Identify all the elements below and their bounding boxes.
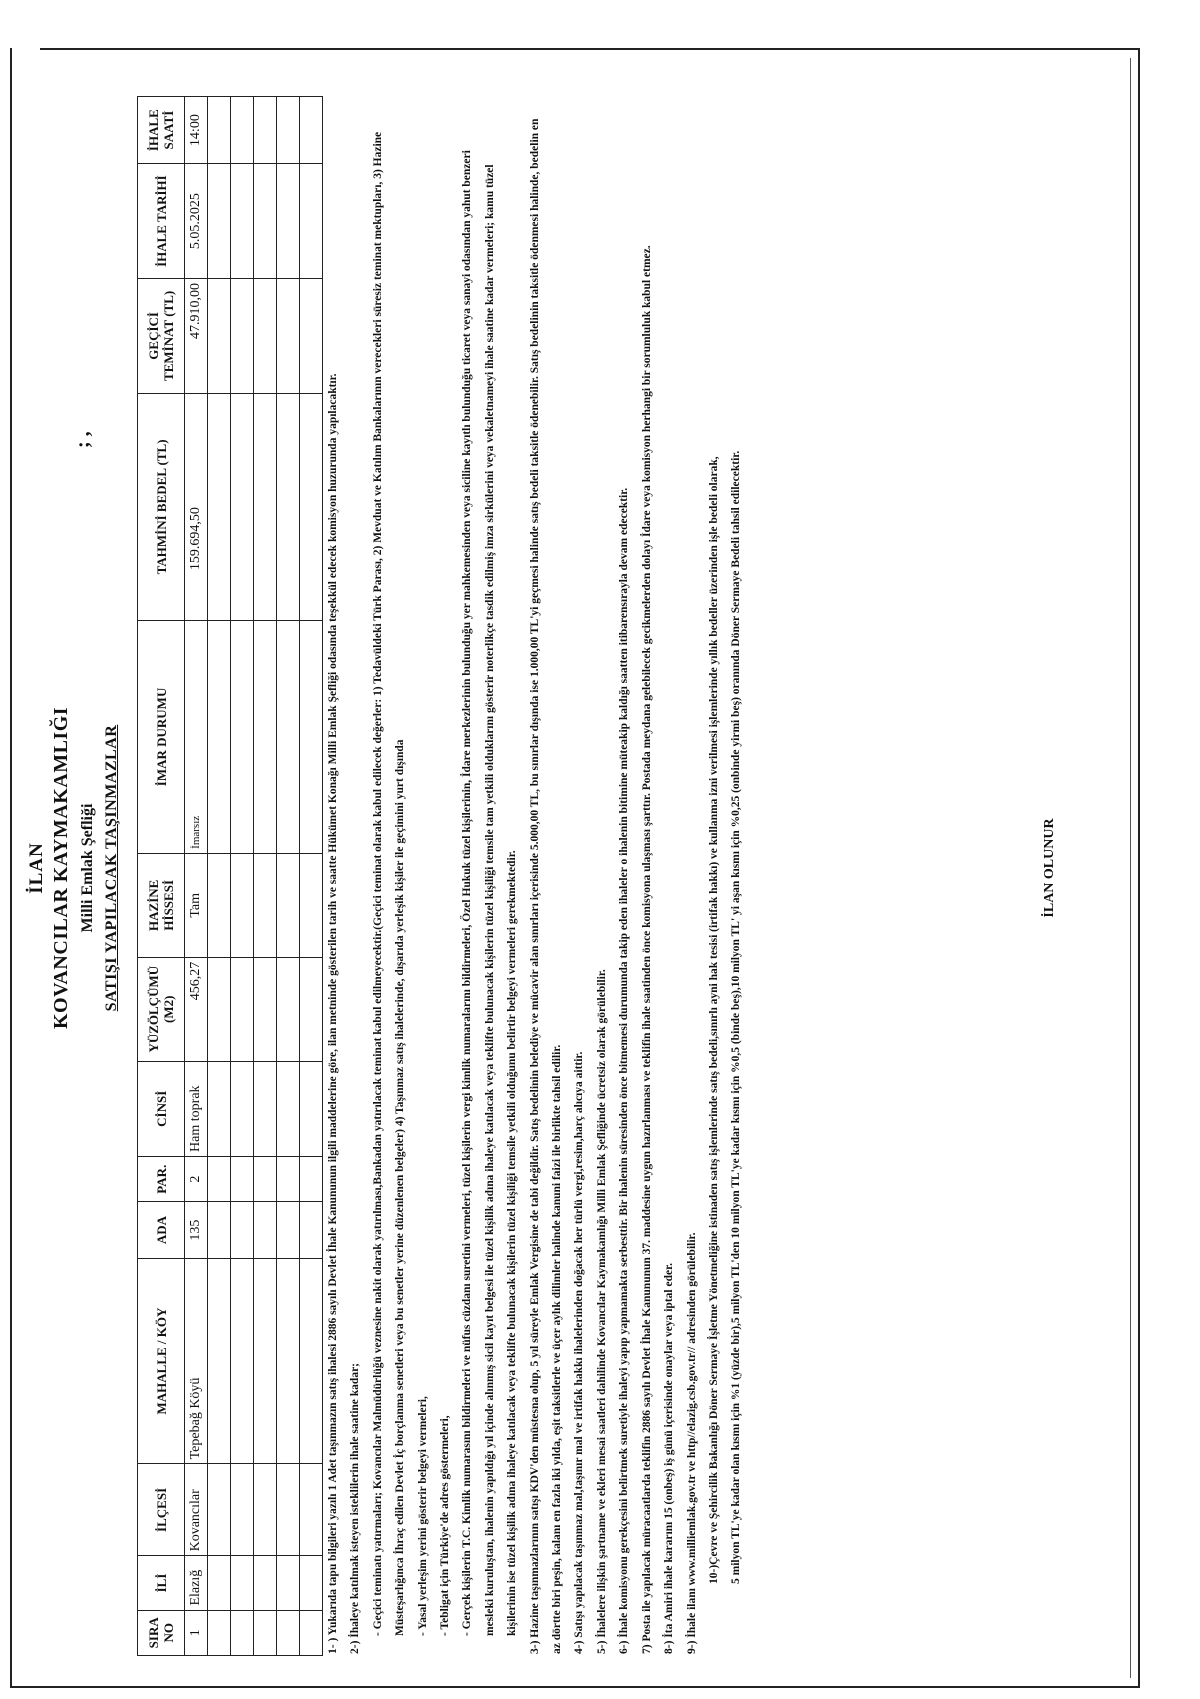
ilan-title: İLAN xyxy=(26,842,47,894)
table-row-empty xyxy=(231,97,254,1656)
note-7: 7) Posta ile yapılacak müracaatlarda teklifin 2886 sayılı Devlet İhale Kanununun 37. maddesine uygun hazırlanması ve teklifin ihale saatinden önce komisyona ulaşması şarttır. Postada meydana gelebilecek gecikmelerden dolayı İdare veya komisyon herhangi bir sorumluluk kabul etmez. xyxy=(640,245,653,1654)
cell-cinsi: Ham toprak xyxy=(185,1061,208,1156)
note-2-teminat: - Geçici teminatı yatırmaları; Kovancılar Malmüdürlüğü veznesine nakit olarak yatırılması,Bankadan yatırılacak teminat kabul edilmeyecektir.(Geçici teminat olarak kabul edilecek değerler: 1) Tedavüldeki Türk Parası, 2) Mevduat ve Katılım Bankalarının verecekleri süresiz teminat mektupları, 3) Hazine Müsteşarlığınca İhraç edilen Devlet İç borçlanma senetleri veya bu senetler yerine düzenlenen belgeler) 4) Taşınmaz satış ihalelerinde, dışarıda yerleşik kişiler ile geçimini yurt dışında xyxy=(371,131,407,1636)
note-2-kimlik: - Gerçek kişilerin T.C. Kimlik numarasını bildirmeleri ve nüfus cüzdanı suretini vermeleri, tüzel kişilerin vergi kimlik numaralarını bildirmeleri, Özel Hukuk tüzel kişilerinin, İdare merkezlerinin bulunduğu yer mahkemesinden veya siciline kayıtlı bulunduğu ticaret veya sanayi odasından yahut benzeri mesleki kuruluştan, ihalenin yapıldığı yıl içinde alınmış sicil kayıt belgesi ile tüzel kişilik adına ihaleye katılacak veya teklifte bulunacak kişilerin tüzel kişiliği temsile tam yetkili olduklarını gösterir noterlikçe tasdik edilmiş imza sirkülerini veya vekaletnameyi ihale saatine kadar vermeleri; kamu tüzel kişilerinin ise tüzel kişilik adına ihaleye katılacak veya teklifte bulunacak kişilerin tüzel kişiliği temsile yetkili olduğunu belirtir belgeyi vermeleri gerekmektedir. xyxy=(461,150,519,1636)
col-yuzolcumu: YÜZÖLÇÜMÜ (M2) xyxy=(138,957,185,1061)
col-ada: ADA xyxy=(138,1202,185,1258)
note-8: 8-) İta Amiri ihale kararını 15 (onbeş) iş günü içerisinde onaylar veya iptal eder. xyxy=(663,1262,676,1654)
document-sheet xyxy=(10,48,1140,1688)
col-parsel: PAR. xyxy=(138,1156,185,1201)
frame-bottom-border xyxy=(10,1686,1140,1688)
cell-imar-durumu: İmarsız xyxy=(185,621,208,854)
cell-ilcesi: Kovancılar xyxy=(185,1464,208,1556)
table-row-empty xyxy=(208,97,231,1656)
cell-hazine-hissesi: Tam xyxy=(185,853,208,957)
table-row-empty xyxy=(300,97,323,1656)
cell-ihale-tarihi: 5.05.2025 xyxy=(185,164,208,279)
table-row-empty xyxy=(277,97,300,1656)
header xyxy=(12,58,121,1678)
note-10: 10-)Çevre ve Şehircilik Bakanlığı Döner Sermaye İşletme Yönetmeliğine istinaden satış işlemlerinde satış bedeli,sınırlı ayni hak tesisi (irtifak hakkı) ve kullanma izni verilmesi işlemlerinde yıllık bedeller üzerinden işle bedeli olarak, xyxy=(707,456,720,1584)
col-cinsi: CİNSİ xyxy=(138,1061,185,1156)
cell-ada: 135 xyxy=(185,1202,208,1258)
corner-mark: ; , xyxy=(72,431,94,448)
col-tahmini-bedel: TAHMİNİ BEDEL (TL) xyxy=(138,393,185,620)
kaymakamlik-title: KOVANCILAR KAYMAKAMLIĞI xyxy=(50,706,72,1030)
cell-ihale-saati: 14:00 xyxy=(185,97,208,164)
table-row-empty xyxy=(254,97,277,1656)
note-4: 4-) Satışı yapılacak taşınmaz mal,taşınır mal ve irtifak hakkı ihalelerinden doğacak her türlü vergi,resim,harç alıcıya aittir. xyxy=(573,1051,586,1654)
note-9: 9-) İhale ilanı www.milliemlak.gov.tr ve http//elazig.csb.gov.tr// adresinden görülebilir. xyxy=(685,1232,698,1654)
col-mahalle-koy: MAHALLE / KÖY xyxy=(138,1258,185,1464)
cell-tahmini-bedel: 159.694,50 xyxy=(185,393,208,620)
note-3: 3-) Hazine taşınmazlarının satışı KDV'den müstesna olup, 5 yıl süreyle Emlak Vergisine de tabi değildir. Satış bedelinin belediye ve mücavir alan sınırları içerisinde 5.000,00 TL, bu sınırlar dışında ise 1.000,00 TL'yi geçmesi halinde satış bedeli taksitle ödenebilir. Satış bedelinin taksitle ödenmesi halinde, bedelin en az dörtte biri peşin, kalanı en fazla iki yılda, eşit taksitlerle ve üçer aylık dilimler halinde kanuni faizi ile birlikte tahsil edilir. xyxy=(528,118,564,1654)
note-2-yerlesim: - Yasal yerleşim yerini gösterir belgeyi vermeleri, xyxy=(416,1396,429,1636)
sefligi-title: Milli Emlak Şefliği xyxy=(79,803,96,933)
table-header-row xyxy=(138,97,185,1656)
note-6: 6-) İhale komisyonu gerekçesini belirtmek suretiyle ihaleyi yapıp yapmamakta serbesttir. Bir ihalenin süresinden önce bitmemesi durumunda takip eden ihaleler o ihalenin bitimine müteakip kaldığı saatten itibarensırayla devam edecektir. xyxy=(618,487,631,1654)
note-5: 5-) İhalelere ilişkin şartname ve ekleri mesai saatleri dahilinde Kovancılar Kaymakamlığı Milli Emlak Şefliğinde ücretsiz olarak görülebilir. xyxy=(595,969,608,1654)
note-2-tebligat: - Tebligat için Türkiye'de adres göstermeleri, xyxy=(439,1415,452,1636)
cell-sira-no: 1 xyxy=(185,1610,208,1655)
cell-mahalle-koy: Tepebağ Köyü xyxy=(185,1258,208,1464)
cell-yuzolcumu: 456,27 xyxy=(185,957,208,1061)
col-gecici-teminat: GEÇİCİ TEMİNAT (TL) xyxy=(138,278,185,393)
property-table xyxy=(137,96,323,1656)
frame-right-border xyxy=(1138,48,1140,1688)
table-row xyxy=(185,97,208,1656)
col-hazine-hissesi: HAZİNE HİSSESİ xyxy=(138,853,185,957)
cell-parsel: 2 xyxy=(185,1156,208,1201)
col-ihale-tarihi: İHALE TARİHİ xyxy=(138,164,185,279)
rotated-content xyxy=(12,58,1132,1678)
note-1: 1- ) Yukarıda tapu bilgileri yazılı 1 Adet taşınmazın satış ihalesi 2886 sayılı Devlet İhale Kanununun ilgili maddelerine göre, ilan metninde gösterilen tarih ve saatte Hükümet Konağı Milli Emlak Şefliği odasında teşekkül edecek komisyon huzurunda yapılacaktır. xyxy=(327,373,339,1654)
col-ili: İLİ xyxy=(138,1556,185,1610)
frame-top-border xyxy=(40,48,1140,50)
cell-gecici-teminat: 47.910,00 xyxy=(185,278,208,393)
ilan-olunur: İLAN OLUNUR xyxy=(1042,818,1057,918)
note-10-rates: 5 milyon TL'ye kadar olan kısmı için %1 (yüzde bir),5 milyon TL'den 10 milyon TL'ye kadar kısmı için %0,5 (binde beş),10 milyon TL' yi aşan kısmı için %0,25 (onbinde yirmi beş) oranında Döner Sermaye Bedeli tahsil edilecektir. xyxy=(730,450,743,1584)
col-ilcesi: İLÇESİ xyxy=(138,1464,185,1556)
col-ihale-saati: İHALE SAATİ xyxy=(138,97,185,164)
ihale-notes xyxy=(322,114,748,1654)
col-imar-durumu: İMAR DURUMU xyxy=(138,621,185,854)
col-sira-no: SIRA NO xyxy=(138,1610,185,1655)
cell-ili: Elazığ xyxy=(185,1556,208,1610)
note-2: 2-) İhaleye katılmak isteyen isteklilerin ihale saatine kadar; xyxy=(349,1362,362,1654)
satis-title: SATIŞI YAPILACAK TAŞINMAZLAR xyxy=(103,724,120,1012)
